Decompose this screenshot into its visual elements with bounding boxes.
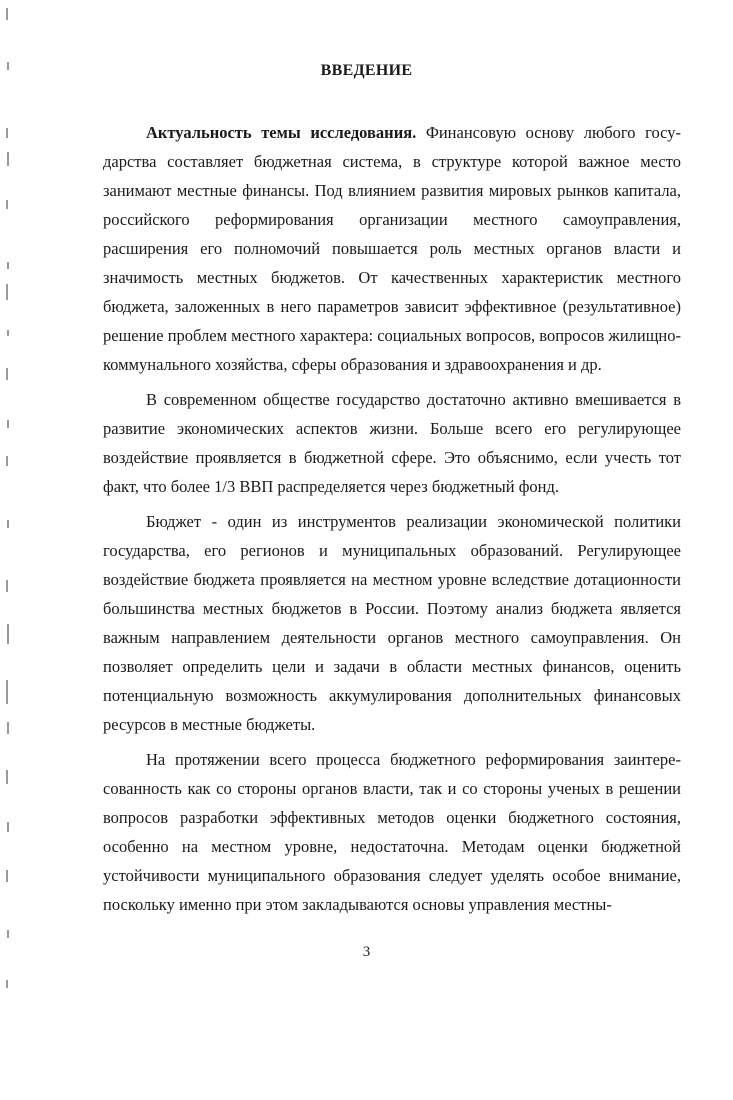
paragraph-4 [103,745,681,919]
paragraph-text: На протяжении всего процесса бюджетного реформирования заинтересованность как со стороны органов власти, так и со стороны ученых в решении вопросов разработки эффективных методов оценки бюджетного состояния, особенно на местном уровне, недостаточна. Методам оценки бюджетной устойчивости муниципального образования следует уделять особое внимание, поскольку именно при этом закладываются основы управления местны- [103,750,681,914]
paragraph-text: Финансовую основу любого государства составляет бюджетная система, в структуре которой важное место занимают местные финансы. Под влиянием развития мировых рынков капитала, российского реформирования организации местного самоуправления, расширения его полномочий повышается роль местных органов власти и значимость местных бюджетов. От качественных характеристик местного бюджета, заложенных в него параметров зависит эффективное (результативное) решение проблем местного характера: социальных вопросов, вопросов жилищно-коммунального хозяйства, сферы образования и здравоохранения и др. [103,123,681,374]
paragraph-1 [103,118,681,379]
paragraph-text: Бюджет - один из инструментов реализации экономической политики государства, его регионов и муниципальных образований. Регулирующее воздействие бюджета проявляется на местном уровне вследствие дотационности большинства местных бюджетов в России. Поэтому анализ бюджета является важным направлением деятельности органов местного самоуправления. Он позволяет определить цели и задачи в области местных финансов, оценить потенциальную возможность аккумулирования дополнительных финансовых ресурсов в местные бюджеты. [103,512,681,734]
paragraph-lead: Актуальность темы исследования. [146,123,417,142]
paragraph-3 [103,507,681,739]
paragraph-text: В современном обществе государство достаточно активно вмешивается в развитие экономических аспектов жизни. Больше всего его регулирующее воздействие проявляется в бюджетной сфере. Это объяснимо, если учесть тот факт, что более 1/3 ВВП распределяется через бюджетный фонд. [103,390,681,496]
paragraph-2 [103,385,681,501]
scan-edge-marks [0,0,20,1100]
page-number: 3 [362,944,371,960]
section-heading: ВВЕДЕНИЕ [320,62,413,79]
body-text [103,118,681,919]
